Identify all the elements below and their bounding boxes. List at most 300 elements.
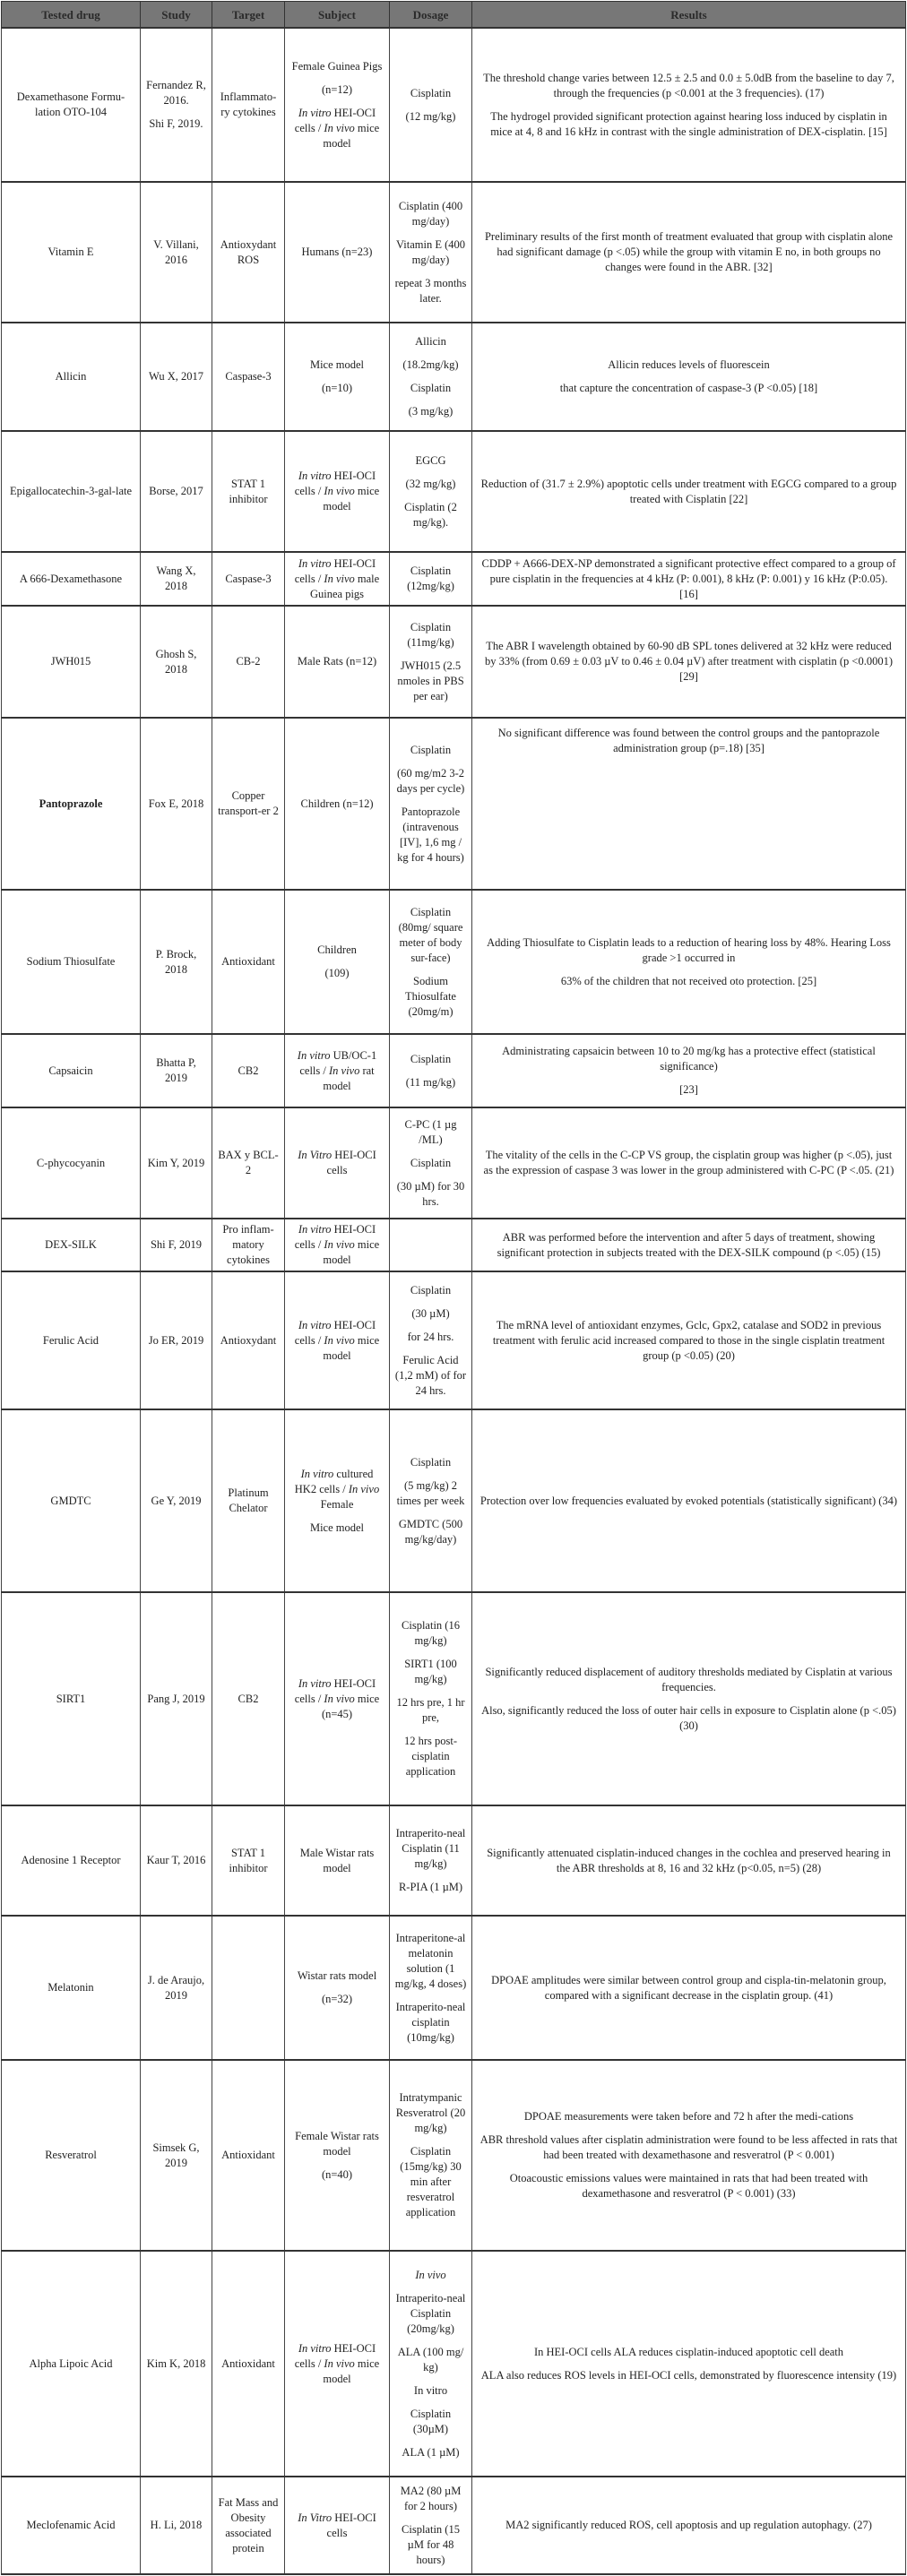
drug-paragraph: JWH015	[50, 655, 91, 668]
dosage-paragraph: (12 mg/kg)	[405, 109, 456, 123]
cell-drug	[2, 2060, 141, 2251]
cell-target	[212, 1409, 285, 1592]
cell-drug	[2, 890, 141, 1034]
drug-paragraph: Meclofenamic Acid	[26, 2519, 116, 2531]
dosage-paragraph: SIRT1 (100 mg/kg)	[404, 1658, 457, 1685]
cell-drug	[2, 431, 141, 552]
text: HEI-OCI cells	[326, 1149, 376, 1176]
table-row	[2, 890, 906, 1034]
cell-subject	[285, 1219, 390, 1271]
study-paragraph: Fox E, 2018	[148, 797, 204, 810]
dosage-paragraph: Cisplatin	[410, 86, 452, 99]
subject-paragraph	[289, 1676, 384, 1722]
study-paragraph: Fernandez R, 2016.	[146, 79, 206, 107]
cell-drug	[2, 718, 141, 890]
subject-paragraph	[289, 1148, 384, 1178]
dosage-paragraph	[394, 2268, 467, 2283]
cell-target	[212, 1916, 285, 2060]
cell-study	[141, 2251, 212, 2477]
italic-text: In vivo	[415, 2268, 446, 2281]
dosage-paragraph: Intraperito-neal cisplatin (10mg/kg)	[395, 2000, 466, 2044]
cell-results	[472, 890, 906, 1034]
cell-study	[141, 552, 212, 606]
italic-text: In vitro	[297, 1048, 331, 1062]
header-results: Results	[472, 2, 906, 29]
cell-subject	[285, 431, 390, 552]
results-paragraph: CDDP + A666-DEX-NP demonstrated a significant protective effect compared to a group of pure cisplatin in the frequencies at 4 kHz (P: 0.001), 8 kHz (P: 0.001) y 16 kHz (P:0.05). [16]	[481, 556, 896, 600]
drug-paragraph: Sodium Thiosulfate	[26, 955, 116, 968]
text: rat model	[323, 1064, 375, 1092]
dosage-paragraph: (30 µM) for 30 hrs.	[396, 1179, 465, 1208]
table-row	[2, 1107, 906, 1219]
dosage-paragraph: (3 mg/kg)	[408, 405, 454, 418]
text: UB/OC-1 cells /	[299, 1048, 377, 1077]
drug-paragraph: GMDTC	[50, 1494, 91, 1507]
text: HEI-OCI cells /	[294, 556, 376, 585]
table-row	[2, 1271, 906, 1409]
cell-subject	[285, 890, 390, 1034]
text: mice model	[323, 2356, 380, 2385]
cell-study	[141, 1271, 212, 1409]
cell-dosage	[390, 890, 472, 1034]
cell-subject	[285, 552, 390, 606]
italic-text: In vivo	[348, 1482, 380, 1495]
italic-text: In Vitro	[298, 1149, 333, 1161]
cell-study	[141, 1034, 212, 1107]
cell-dosage	[390, 552, 472, 606]
text: mice model	[323, 485, 380, 513]
subject-paragraph: Male Rats (n=12)	[297, 655, 377, 668]
cell-study	[141, 2477, 212, 2574]
cell-drug	[2, 1107, 141, 1219]
dosage-paragraph: Cisplatin (15 µM for 48 hours)	[402, 2522, 460, 2566]
cell-study	[141, 890, 212, 1034]
text: HEI-OCI cells /	[294, 2341, 376, 2370]
subject-paragraph: (n=40)	[321, 2167, 353, 2181]
subject-paragraph: Mice model	[309, 1521, 365, 1534]
dosage-paragraph: Cisplatin (16 mg/kg)	[402, 1619, 460, 1647]
cell-results	[472, 718, 906, 890]
cell-study	[141, 1592, 212, 1805]
table-row	[2, 431, 906, 552]
cell-subject	[285, 28, 390, 182]
subject-paragraph: (109)	[324, 967, 350, 979]
table-row	[2, 1805, 906, 1916]
cell-results	[472, 182, 906, 323]
cell-target	[212, 2477, 285, 2574]
results-paragraph: DPOAE amplitudes were similar between control group and cispla-tin-melatonin group, compared with a significant decrease in the cisplatin group. (41)	[491, 1973, 886, 2002]
subject-paragraph	[289, 469, 384, 514]
cell-results	[472, 1592, 906, 1805]
cell-study	[141, 323, 212, 431]
cell-results	[472, 431, 906, 552]
results-paragraph: Protection over low frequencies evaluated by evoked potentials (statistically significant) (34)	[479, 1494, 898, 1507]
subject-paragraph: Male Wistar rats model	[299, 1846, 375, 1874]
results-paragraph: The vitality of the cells in the C-CP VS group, the cisplatin group was higher (p <.05), just as the expression of caspase 3 was lower in the group administered with C-PC (P <.05. (21)	[483, 1149, 894, 1176]
italic-text: In vivo	[324, 1238, 355, 1251]
table-row	[2, 1034, 906, 1107]
cell-drug	[2, 606, 141, 718]
italic-text: In vitro	[298, 2341, 332, 2355]
target-paragraph: Antioxydant	[220, 1333, 277, 1347]
drug-paragraph: Dexamethasone Formu-lation OTO-104	[16, 90, 125, 118]
results-paragraph: ABR was performed before the intervention and after 5 days of treatment, showing significant protection in subjects treated with the DEX-SILK compound (p <.05) (15)	[497, 1230, 881, 1259]
target-paragraph: Inflammato-ry cytokines	[220, 90, 277, 118]
table-row	[2, 323, 906, 431]
dosage-paragraph: Cisplatin	[410, 1156, 452, 1169]
results-paragraph: Otoacoustic emissions values were maintained in rats that had been treated with dexamethasone and resveratrol (P < 0.001) (33)	[509, 2172, 868, 2200]
table-row	[2, 28, 906, 182]
cell-study	[141, 1409, 212, 1592]
cell-results	[472, 1271, 906, 1409]
cell-drug	[2, 323, 141, 431]
cell-dosage	[390, 2251, 472, 2477]
italic-text: In vitro	[298, 1318, 332, 1331]
italic-text: In vivo	[324, 121, 355, 134]
dosage-paragraph: EGCG	[415, 453, 446, 467]
table-body	[2, 28, 906, 2574]
subject-paragraph	[289, 1222, 384, 1268]
study-paragraph: Simsek G, 2019	[152, 2141, 200, 2169]
cell-drug	[2, 1409, 141, 1592]
cell-dosage	[390, 2060, 472, 2251]
subject-paragraph	[289, 1048, 384, 1094]
header-row	[2, 2, 906, 29]
dosage-paragraph: Intraperito-neal Cisplatin (20mg/kg)	[395, 2291, 466, 2335]
dosage-paragraph: (30 µM)	[411, 1306, 450, 1320]
italic-text: In vitro	[298, 106, 332, 119]
text: Female	[320, 1497, 354, 1511]
text: male Guinea pigs	[309, 572, 380, 600]
dosage-paragraph: ALA (100 mg/ kg)	[397, 2345, 464, 2374]
table-row	[2, 1592, 906, 1805]
italic-text: In Vitro	[298, 2511, 333, 2524]
dosage-paragraph: 12 hrs post-cisplatin application	[403, 1735, 458, 1778]
subject-paragraph	[289, 2341, 384, 2387]
text: HEI-OCI cells /	[294, 106, 376, 134]
dosage-paragraph: Cisplatin (80mg/ square meter of body sur-face)	[398, 905, 463, 964]
study-paragraph: Kim K, 2018	[146, 2356, 206, 2370]
cell-subject	[285, 2060, 390, 2251]
cell-drug	[2, 2251, 141, 2477]
study-paragraph: Jo ER, 2019	[148, 1333, 204, 1347]
target-paragraph: Antioxydant ROS	[220, 237, 277, 266]
dosage-paragraph: C-PC (1 µg /ML)	[404, 1117, 457, 1146]
results-paragraph: [23]	[679, 1083, 698, 1096]
table-row	[2, 2251, 906, 2477]
cell-dosage	[390, 2477, 472, 2574]
cell-subject	[285, 2477, 390, 2574]
italic-text: In vivo	[324, 572, 355, 585]
target-paragraph: Caspase-3	[225, 370, 272, 383]
italic-text: In vitro	[298, 556, 332, 570]
drug-paragraph: DEX-SILK	[45, 1238, 97, 1251]
dosage-paragraph: Cisplatin	[410, 382, 452, 394]
table-row	[2, 2477, 906, 2574]
cell-target	[212, 28, 285, 182]
dosage-paragraph: JWH015 (2.5 nmoles in PBS per ear)	[397, 659, 464, 702]
italic-text: In vivo	[328, 1064, 360, 1077]
cell-subject	[285, 1034, 390, 1107]
results-paragraph: No significant difference was found between the control groups and the pantoprazole administration group (p=.18) [35]	[497, 727, 880, 754]
italic-text: In vivo	[324, 1333, 355, 1347]
cell-target	[212, 323, 285, 431]
text: mice model	[323, 121, 380, 150]
results-paragraph: ABR threshold values after cisplatin administration were found to be less affected in rats that had been treated with dexamethasone and resveratrol (P < 0.001)	[479, 2133, 898, 2161]
drug-paragraph: Capsaicin	[48, 1064, 93, 1077]
results-paragraph: that capture the concentration of caspase-3 (P <0.05) [18]	[559, 382, 818, 394]
dosage-paragraph: R-PIA (1 µM)	[398, 1881, 463, 1893]
dosage-paragraph: In vitro	[413, 2383, 448, 2397]
subject-paragraph	[289, 1318, 384, 1364]
text: HEI-OCI cells	[326, 2511, 376, 2539]
drug-paragraph: Ferulic Acid	[42, 1333, 99, 1347]
drug-paragraph: Resveratrol	[45, 2149, 97, 2161]
results-paragraph: The ABR I wavelength obtained by 60-90 dB SPL tones delivered at 32 kHz were reduced by 33% (from 0.69 ± 0.03 µV to 0.46 ± 0.04 µV) after treatment with cisplatin (p <0.0001) [29]	[484, 640, 893, 683]
cell-target	[212, 431, 285, 552]
cell-target	[212, 1271, 285, 1409]
header-dosage: Dosage	[390, 2, 472, 29]
results-paragraph: ALA also reduces ROS levels in HEI-OCI cells, demonstrated by fluorescence intensity (19)	[480, 2368, 897, 2382]
cell-drug	[2, 2477, 141, 2574]
cell-subject	[285, 1107, 390, 1219]
cell-subject	[285, 1916, 390, 2060]
dosage-paragraph: 12 hrs pre, 1 hr pre,	[396, 1696, 465, 1724]
text: HEI-OCI cells /	[294, 1223, 376, 1251]
dosage-paragraph: Cisplatin (12mg/kg)	[407, 564, 454, 592]
study-paragraph: Pang J, 2019	[147, 1692, 205, 1705]
target-paragraph: CB2	[238, 1064, 259, 1077]
subject-paragraph: (n=10)	[321, 382, 353, 394]
dosage-paragraph: (11 mg/kg)	[405, 1075, 456, 1089]
cell-dosage	[390, 718, 472, 890]
cell-drug	[2, 1805, 141, 1916]
dosage-paragraph: Cisplatin	[410, 743, 452, 756]
italic-text: In vivo	[324, 1692, 355, 1705]
cell-results	[472, 2251, 906, 2477]
target-paragraph: Caspase-3	[225, 572, 272, 585]
target-paragraph: Fat Mass and Obesity associated protein	[218, 2495, 279, 2554]
cell-dosage	[390, 1592, 472, 1805]
results-paragraph: The mRNA level of antioxidant enzymes, Gclc, Gpx2, catalase and SOD2 in previous treatment with ferulic acid increased compared to those in the single cisplatin treatment group (p <0.05) (20)	[492, 1318, 885, 1362]
italic-text: In vitro	[300, 1467, 334, 1480]
cell-target	[212, 1805, 285, 1916]
study-paragraph: V. Villani, 2016	[153, 237, 199, 266]
cell-results	[472, 323, 906, 431]
cell-target	[212, 182, 285, 323]
dosage-paragraph: (5 mg/kg) 2 times per week	[396, 1478, 465, 1507]
cell-dosage	[390, 1107, 472, 1219]
text: cultured HK2 cells /	[294, 1467, 374, 1495]
text: mice model	[323, 1238, 380, 1266]
table-row	[2, 2060, 906, 2251]
cell-results	[472, 1916, 906, 2060]
header-tested-drug: Tested drug	[2, 2, 141, 29]
dosage-paragraph: Cisplatin	[410, 1052, 452, 1065]
subject-paragraph: (n=32)	[321, 1993, 353, 2005]
subject-paragraph: Female Guinea Pigs	[291, 59, 383, 73]
cell-subject	[285, 182, 390, 323]
drug-paragraph: A 666-Dexamethasone	[19, 572, 123, 585]
cell-target	[212, 552, 285, 606]
target-paragraph: STAT 1 inhibitor	[229, 477, 268, 505]
cell-drug	[2, 1592, 141, 1805]
cell-results	[472, 2477, 906, 2574]
text: HEI-OCI cells /	[294, 1676, 376, 1705]
dosage-paragraph: Cisplatin	[410, 1283, 452, 1297]
drug-studies-table	[1, 1, 906, 2575]
cell-study	[141, 2060, 212, 2251]
cell-results	[472, 1219, 906, 1271]
italic-text: In vivo	[324, 2356, 355, 2370]
italic-text: In vitro	[298, 1676, 332, 1690]
cell-results	[472, 28, 906, 182]
header-target: Target	[212, 2, 285, 29]
subject-paragraph	[289, 556, 384, 602]
subject-paragraph: (n=12)	[321, 82, 353, 96]
cell-subject	[285, 2251, 390, 2477]
target-paragraph: STAT 1 inhibitor	[229, 1846, 268, 1874]
drug-paragraph: Epigallocatechin-3-gal-late	[9, 485, 133, 497]
results-paragraph: MA2 significantly reduced ROS, cell apoptosis and up regulation autophagy. (27)	[505, 2519, 872, 2531]
cell-dosage	[390, 182, 472, 323]
results-paragraph: The hydrogel provided significant protection against hearing loss induced by cisplatin in mice at 4, 8 and 16 kHz in contrast with the single administration of DEX-cisplatin. [15]	[490, 109, 887, 138]
cell-study	[141, 1107, 212, 1219]
cell-dosage	[390, 1805, 472, 1916]
cell-subject	[285, 1271, 390, 1409]
cell-results	[472, 2060, 906, 2251]
cell-subject	[285, 606, 390, 718]
cell-dosage	[390, 606, 472, 718]
dosage-paragraph: Cisplatin (400 mg/day)	[398, 199, 463, 228]
results-paragraph: Administrating capsaicin between 10 to 20 mg/kg has a protective effect (statistical significance)	[502, 1045, 876, 1073]
dosage-paragraph: ALA (1 µM)	[402, 2445, 460, 2459]
cell-drug	[2, 1916, 141, 2060]
dosage-paragraph: Vitamin E (400 mg/day)	[395, 237, 465, 266]
cell-dosage	[390, 323, 472, 431]
cell-subject	[285, 1805, 390, 1916]
header-subject: Subject	[285, 2, 390, 29]
cell-results	[472, 1805, 906, 1916]
study-paragraph: Ge Y, 2019	[151, 1494, 202, 1507]
dosage-paragraph: Allicin	[415, 335, 446, 348]
text: mice model	[323, 1333, 380, 1362]
results-paragraph: DPOAE measurements were taken before and 72 h after the medi-cations	[523, 2110, 854, 2123]
cell-target	[212, 1219, 285, 1271]
target-paragraph: Platinum Chelator	[228, 1486, 269, 1514]
cell-study	[141, 718, 212, 890]
cell-target	[212, 1592, 285, 1805]
cell-dosage	[390, 28, 472, 182]
cell-target	[212, 2251, 285, 2477]
cell-dosage	[390, 1034, 472, 1107]
target-paragraph: Antioxidant	[221, 2356, 275, 2370]
target-paragraph: Copper transport-er 2	[218, 789, 279, 817]
drug-paragraph: Pantoprazole	[39, 797, 103, 810]
study-paragraph: Kim Y, 2019	[147, 1156, 205, 1169]
header-study: Study	[141, 2, 212, 29]
dosage-paragraph: repeat 3 months later.	[394, 276, 467, 305]
subject-paragraph	[289, 2511, 384, 2541]
results-paragraph: Allicin reduces levels of fluorescein	[608, 358, 770, 371]
drug-paragraph: Alpha Lipoic Acid	[29, 2356, 113, 2370]
cell-results	[472, 1034, 906, 1107]
table-row	[2, 718, 906, 890]
cell-drug	[2, 1034, 141, 1107]
italic-text: In vitro	[298, 470, 332, 482]
study-paragraph: Borse, 2017	[149, 485, 203, 497]
table-row	[2, 182, 906, 323]
subject-paragraph: Wistar rats model	[297, 1969, 377, 1982]
dosage-paragraph: (32 mg/kg)	[405, 477, 456, 490]
text: HEI-OCI cells /	[294, 470, 376, 497]
text: HEI-OCI cells /	[294, 1318, 376, 1347]
cell-dosage	[390, 1409, 472, 1592]
cell-results	[472, 606, 906, 718]
results-paragraph: In HEI-OCI cells ALA reduces cisplatin-induced apoptotic cell death	[533, 2345, 844, 2358]
table-row	[2, 606, 906, 718]
subject-paragraph: Children	[317, 943, 357, 956]
dosage-paragraph: GMDTC (500 mg/kg/day)	[398, 1517, 463, 1546]
cell-subject	[285, 323, 390, 431]
cell-subject	[285, 1409, 390, 1592]
dosage-paragraph: Intraperito-neal Cisplatin (11 mg/kg)	[395, 1827, 466, 1870]
dosage-paragraph: for 24 hrs.	[407, 1330, 454, 1343]
study-paragraph: Shi F, 2019.	[149, 117, 203, 130]
cell-drug	[2, 182, 141, 323]
drug-paragraph: Vitamin E	[48, 246, 94, 258]
study-paragraph: Wang X, 2018	[156, 564, 196, 592]
cell-target	[212, 718, 285, 890]
drug-paragraph: Melatonin	[48, 1981, 94, 1994]
italic-text: In vitro	[298, 1223, 332, 1236]
dosage-paragraph: Cisplatin (15mg/kg) 30 min after resveratrol application	[400, 2145, 462, 2218]
cell-target	[212, 1107, 285, 1219]
cell-subject	[285, 1592, 390, 1805]
study-paragraph: Shi F, 2019	[150, 1238, 202, 1251]
study-paragraph: H. Li, 2018	[150, 2519, 203, 2531]
dosage-paragraph: Cisplatin (2 mg/kg).	[404, 500, 457, 529]
cell-subject	[285, 718, 390, 890]
results-paragraph: Significantly attenuated cisplatin-induced changes in the cochlea and preserved hearing in the ABR thresholds at 8, 16 and 32 kHz (p<0.05, n=5) (28)	[487, 1846, 891, 1874]
cell-study	[141, 1805, 212, 1916]
drug-paragraph: SIRT1	[56, 1692, 86, 1705]
cell-results	[472, 1409, 906, 1592]
subject-paragraph: Mice model	[309, 358, 365, 371]
target-paragraph: CB2	[238, 1692, 259, 1705]
table-row	[2, 1409, 906, 1592]
target-paragraph: Antioxidant	[221, 955, 275, 968]
drug-paragraph: Allicin	[55, 370, 87, 383]
dosage-paragraph: (18.2mg/kg)	[402, 358, 459, 371]
cell-target	[212, 890, 285, 1034]
results-paragraph: 63% of the children that not received oto protection. [25]	[560, 974, 817, 987]
drug-paragraph: C-phycocyanin	[36, 1156, 106, 1169]
cell-study	[141, 182, 212, 323]
cell-drug	[2, 28, 141, 182]
study-paragraph: Wu X, 2017	[149, 370, 203, 383]
dosage-paragraph: Cisplatin	[410, 1455, 452, 1469]
dosage-paragraph: Intraperitone-al melatonin solution (1 mg/kg, 4 doses)	[394, 1931, 467, 1990]
table-row	[2, 552, 906, 606]
cell-target	[212, 1034, 285, 1107]
target-paragraph: BAX y BCL-2	[218, 1149, 279, 1176]
dosage-paragraph: (60 mg/m2 3-2 days per cycle)	[396, 766, 465, 795]
dosage-paragraph: MA2 (80 µM for 2 hours)	[400, 2484, 462, 2512]
cell-target	[212, 2060, 285, 2251]
cell-study	[141, 28, 212, 182]
cell-dosage	[390, 431, 472, 552]
